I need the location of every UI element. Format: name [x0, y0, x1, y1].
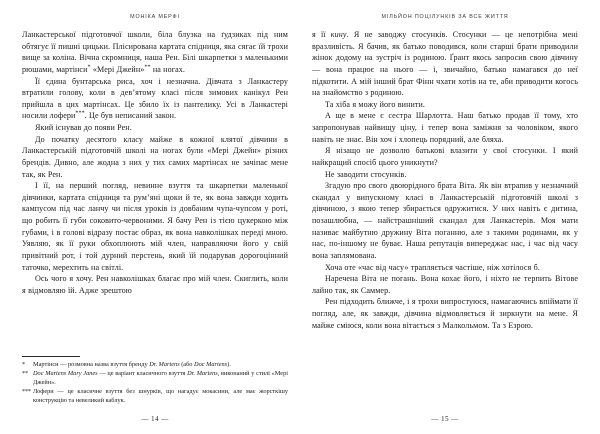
italic-text: Doc Martens Mary Janes — [33, 370, 98, 378]
text-run: До початку десятого класу майже в кожної клятої дівчини в Ланкастерській підготовчій школі на ногах були «Мері Джейн» різних брендів. Дивно, але жодна з них у тих самих мартінсах не зачіпає мене так, як Рен. — [22, 134, 288, 179]
right-page-paragraphs — [312, 29, 578, 331]
text-run: «Мері Джейн» — [90, 64, 145, 74]
text-run: Ланкастерської підготовчої школи, біла блузка на ґудзиках під ним обтягує її пишні цицьки. Плісирована картата спідниця, яка сягає їй трохи вище за коліна. Вічна скромниця, наша Рен. Білі шкарпетки з маленькими рюшами, мартінси — [22, 30, 288, 74]
left-page-paragraphs — [22, 29, 288, 296]
right-page-body — [312, 22, 578, 406]
paragraph — [312, 296, 578, 331]
paragraph — [312, 145, 578, 168]
paragraph — [312, 262, 578, 274]
text-run: Наречена Віта не погань. Вона кохає його, і ніхто не терпить Вітове лайно так, як Саммер. — [312, 274, 578, 295]
text-run: ). — [227, 360, 231, 368]
paragraph — [312, 99, 578, 111]
page-number-left: — 14 — — [141, 415, 169, 423]
right-page — [300, 0, 600, 434]
footnote-marker: ** — [144, 64, 151, 71]
running-head-right: МІЛЬЙОН ПОЦІЛУНКІВ ЗА ВСЕ ЖИТТЯ — [381, 14, 509, 20]
footnote-item — [22, 388, 288, 405]
footnote-marker: *** — [75, 110, 85, 117]
text-run: Лофери — це класичне взуття без шнурків, що нагадує мокасини, але має жорсткішу конструкцію та невеликий каблук. — [33, 388, 288, 404]
text-run: Ось чого я хочу. Рен навколішках благає про мій член. Скиглить, коли я відмовляю їй. Адже зрештою — [22, 274, 288, 295]
italic-text: кину — [330, 30, 347, 39]
text-run: Рен підходить ближче, і я трохи випростуюся, намагаючись впіймати її погляд, але, як завжди, дівчина відмовляється й зиркнути на мене. Я майже сміюся, коли вона вітається з Малкольмом. Та з Езрою. — [312, 297, 578, 330]
footnote-item-text — [33, 370, 288, 387]
footnote-item-text — [33, 388, 288, 405]
running-head-left: МОНІКА МЕРФІ — [130, 14, 180, 20]
text-run: А ще в мене є сестра Шарлотта. Наш батько продав її тому, хто запропонував найвищу ціну, і тепер вона заміжня за чоловіком, якого навіть не знає. Він хоч і хлопець порядний, але бляха. — [312, 111, 578, 144]
text-run: . Я не заводжу стосунків. Стосунки — це непотрібна мені вразливість. Я бачив, як батько поводився, коли старші брати приводили жінок додому на зустріч із родиною. Ґрант якось запросив свою дівчину — вона працює на нього — і, звичайно, батько намагався до неї підкотити. А мій інший брат Фінн чхати хотів на те, аби приводити когось на знайомство з родиною. — [312, 30, 578, 98]
paragraph — [312, 110, 578, 145]
paragraph — [22, 273, 288, 296]
footnote-item — [22, 370, 288, 387]
paragraph — [22, 134, 288, 181]
text-run: , виконаний у стилі «Мері Джейн». — [33, 370, 288, 386]
paragraph — [312, 29, 578, 99]
text-run: Мартінси — розмовна назва взуття бренду — [33, 360, 150, 368]
paragraph — [22, 180, 288, 273]
text-run: Згадую про свого двоюрідного брата Віта. Як він втрапив у незначний скандал у випускному класі в Ланкастерській підготовчій школі з дівчиною, з якою тепер збирається одружитися. У них навіть є дитина, позашлюбна, — найстрашніший скандал для Ланкастерів. Моя мати називає майбутню дружину Віта поганню, але з такими родинами, як у нас, по-іншому не буває. Наша репутація випереджає нас, і час від часу вона заплямована. — [312, 181, 578, 260]
text-run: Її єдина бунтарська риса, хоч і незначна. Дівчата з Ланкастеру втратили голову, коли в дев’ятому класі після зимових канікул Рен прийшла в цих мартінсах. Це збило їх із пантелику. Усі в Ланкастері носили лофери — [22, 76, 288, 121]
footnote-item-marker: *** — [22, 388, 31, 396]
text-run: Який існував до появи Рен. — [35, 123, 132, 132]
paragraph — [312, 169, 578, 181]
left-page-body — [22, 22, 288, 406]
paragraph — [312, 273, 578, 296]
paragraph — [22, 122, 288, 134]
text-run: Та хіба я можу його винити. — [325, 99, 426, 109]
footnote-item-text — [33, 361, 288, 369]
footnote-item — [22, 361, 288, 369]
paragraph — [22, 76, 288, 123]
text-run: Не заводити стосунків. — [325, 169, 407, 179]
paragraph — [22, 29, 288, 76]
italic-text: Dr. Martens — [187, 370, 218, 378]
footnote-separator-rule — [22, 356, 80, 357]
text-run: — це варіант класичного взуття — [97, 370, 188, 378]
text-run: на ногах. — [150, 64, 186, 74]
text-run: Хоча оте «час від часу» трапляється частіше, ніж хотілося б. — [325, 262, 540, 272]
italic-text: Dr. Martens — [149, 360, 180, 368]
text-run: . Це був неписаний закон. — [84, 111, 177, 121]
footnote-marker: * — [87, 64, 91, 71]
footnote-list — [22, 361, 288, 405]
text-run: я її — [312, 30, 331, 39]
footnote-item-marker: ** — [22, 370, 28, 378]
left-page-footnotes — [22, 352, 288, 406]
paragraph — [312, 180, 578, 261]
page-number-right: — 15 — — [431, 415, 459, 423]
italic-text: Doc Martens — [194, 360, 228, 368]
text-run: І її, на перший погляд, невинне взуття та шкарпетки маленької дівчинки, картата спідниця та рум’яні щоки й те, як вона завжди ходить кампусом під час ланчу чи після уроків із довбаним чупа-чупсом у роті, що робить її губи соковито-червоними. Я бачу Рен із тією цукеркою між губами, і в голові відразу постає образ, як вона навколішках переді мною. Уявляю, як її руки обхоплюють мій член, направляючи його у свій привітний рот, і той дурний перстень, який їй подарував дорогоцінний таточко, мерехтить на світлі. — [22, 181, 288, 272]
text-run: Я нізащо не дозволю батькові влазити у свої стосунки. І який найкращий спосіб цього уникнути? — [312, 146, 578, 167]
footnote-item-marker: * — [22, 360, 25, 368]
text-run: (або — [179, 360, 195, 368]
